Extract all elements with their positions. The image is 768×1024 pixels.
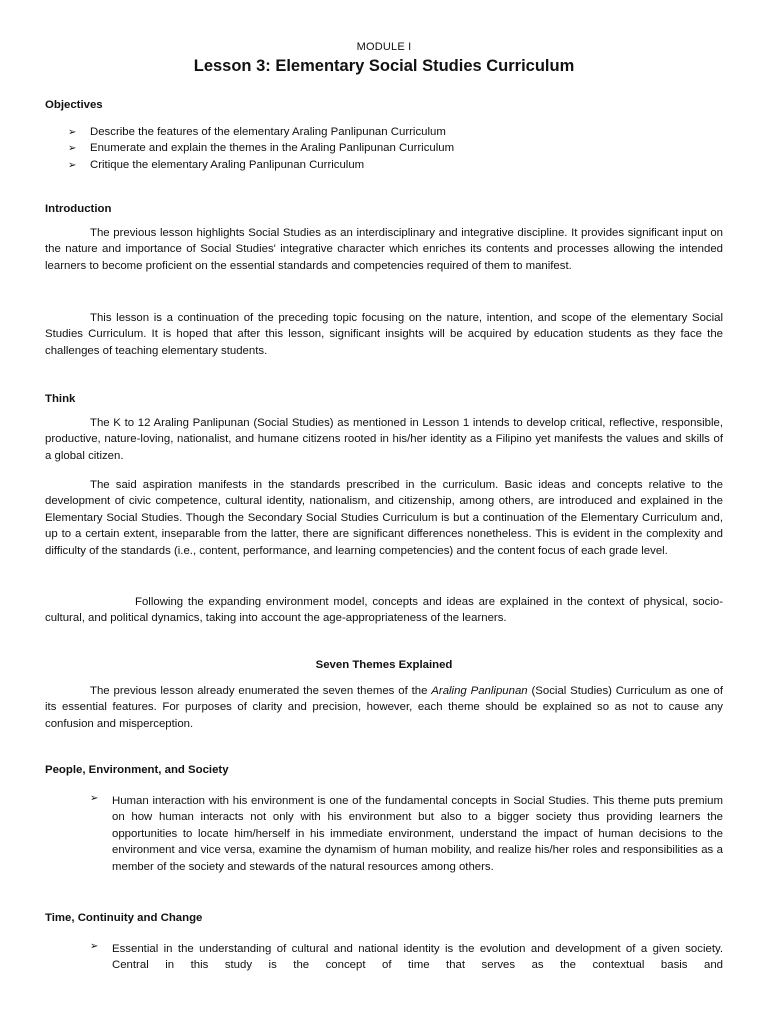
module-label: MODULE I (356, 41, 412, 53)
introduction-heading: Introduction (45, 203, 112, 215)
arrow-bullet-icon: ➢ (68, 127, 77, 138)
seven-themes-heading: Seven Themes Explained (315, 659, 453, 671)
theme-heading-time-continuity-change: Time, Continuity and Change (45, 912, 203, 924)
think-paragraph: The said aspiration manifests in the standards prescribed in the curriculum. Basic ideas and concepts relative to the development of civic competence, cultural identity, nationalism, and citizenship, among others, are introduced and explained in the Elementary Social Studies. Though the Secondary Social Studies Curriculum is but a continuation of the Elementary Curriculum and, up to a certain extent, inseparable from the latter, there are significant differences nonetheless. This is evident in the complexity and difficulty of the standards (i.e., content, performance, and learning competencies) and the content focus of each grade level. (45, 479, 723, 557)
lesson-title: Lesson 3: Elementary Social Studies Curriculum (193, 57, 575, 75)
theme-bullet-item (90, 793, 723, 875)
arrow-bullet-icon: ➢ (68, 143, 77, 155)
theme-heading-people-environment-society: People, Environment, and Society (45, 764, 229, 776)
objective-item (68, 157, 454, 173)
arrow-bullet-icon: ➢ (90, 941, 99, 952)
objective-item (68, 124, 454, 140)
introduction-paragraph: The previous lesson highlights Social Studies as an interdisciplinary and integrative discipline. It provides significant input on the nature and importance of Social Studies' integrative character which enriches its contents and processes allowing the intended learners to become proficient on the essential standards and competencies required of them to manifest. (45, 227, 723, 272)
arrow-bullet-icon: ➢ (68, 159, 77, 171)
objective-item (68, 140, 454, 156)
theme-text: Essential in the understanding of cultural and national identity is the evolution and development of a given society. Central in this study is the concept of time that serves as the contextual basis and (112, 943, 723, 972)
think-heading: Think (45, 393, 76, 405)
paragraph-text: (Social Studies) Curriculum as one of its essential features. For purposes of clarity and precision, however, each theme should be explained so as not to cause any confusion and misperception. (45, 685, 723, 730)
theme-bullet-item (90, 941, 723, 975)
theme-text: Human interaction with his environment is one of the fundamental concepts in Social Studies. This theme puts premium on how human interacts not only with his environment but also to a bigger society thus providing learners the opportunities to locate him/herself in his immediate environment, understand the impact of human decisions to the environment and vice versa, examine the dynamism of human mobility, and realize his/her roles and responsibilities as a member of the society and stewards of the natural resources among others. (112, 795, 723, 873)
introduction-paragraph: This lesson is a continuation of the preceding topic focusing on the nature, intention, and scope of the elementary Social Studies Curriculum. It is hoped that after this lesson, significant insights will be acquired by education students as they face the challenges of teaching elementary students. (45, 312, 723, 357)
objective-text: Describe the features of the elementary Araling Panlipunan Curriculum (90, 126, 446, 138)
seven-themes-paragraph (45, 683, 723, 732)
think-paragraph: The K to 12 Araling Panlipunan (Social Studies) as mentioned in Lesson 1 intends to develop critical, reflective, responsible, productive, nature-loving, nationalist, and humane citizens rooted in his/her identity as a Filipino yet manifests the values and skills of a global citizen. (45, 417, 723, 462)
paragraph-text: The previous lesson already enumerated the seven themes of the (90, 685, 432, 697)
objectives-list (68, 124, 454, 173)
arrow-bullet-icon: ➢ (90, 793, 99, 804)
objective-text: Critique the elementary Araling Panlipunan Curriculum (90, 158, 365, 171)
objectives-heading: Objectives (45, 99, 103, 111)
paragraph-italic-text: Araling Panlipunan (431, 685, 528, 697)
think-paragraph: Following the expanding environment model, concepts and ideas are explained in the context of physical, socio-cultural, and political dynamics, taking into account the age-appropriateness of the learners. (45, 596, 723, 625)
objective-text: Enumerate and explain the themes in the Araling Panlipunan Curriculum (90, 142, 455, 155)
